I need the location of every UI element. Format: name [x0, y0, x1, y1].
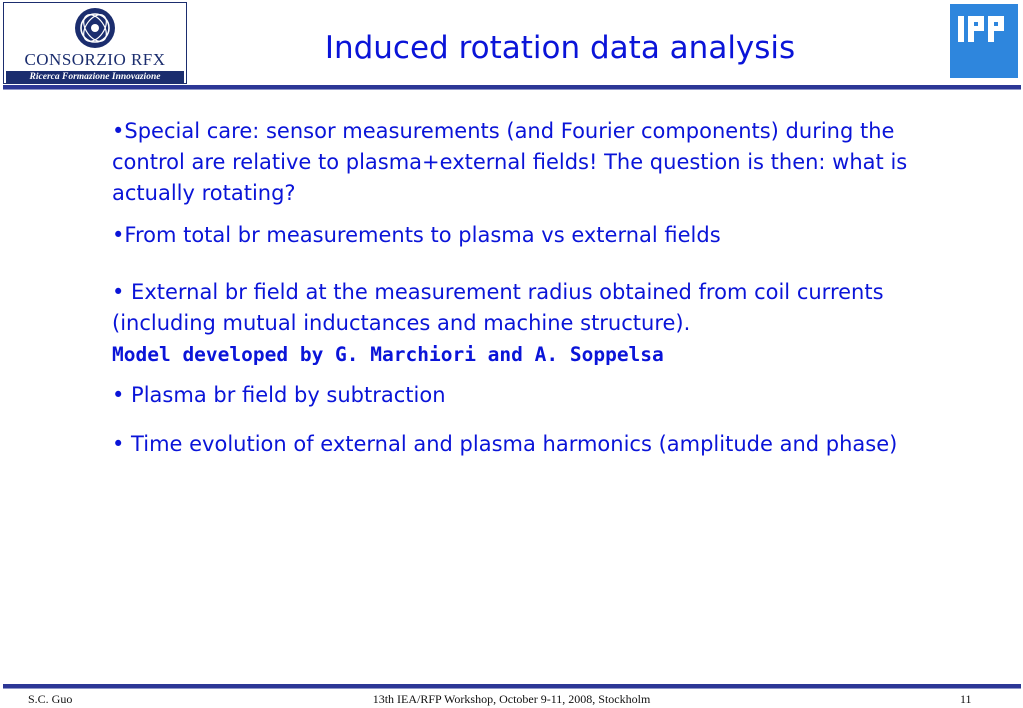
ipp-logo-icon: [950, 4, 1018, 78]
bullet-time-evolution: • Time evolution of external and plasma harmonics (amplitude and phase): [112, 432, 898, 456]
footer-event: 13th IEA/RFP Workshop, October 9-11, 2008, Stockholm: [372, 692, 651, 706]
header-divider: [3, 85, 1021, 90]
bullet-special-care: •Special care: sensor measurements (and Fourier components) during the control are relative to plasma+external fields! The question is then: what is actually rotating?: [112, 119, 908, 205]
bullet-total-br: •From total br measurements to plasma vs external fields: [112, 223, 721, 247]
footer-author: S.C. Guo: [28, 692, 73, 706]
slide-title: Induced rotation data analysis: [324, 30, 796, 66]
logo-tagline: Ricerca Formazione Innovazione: [6, 71, 184, 83]
bullet-plasma-subtraction: • Plasma br field by subtraction: [112, 383, 446, 407]
consorzio-rfx-logo: [3, 2, 187, 84]
model-credit: Model developed by G. Marchiori and A. Soppelsa: [112, 343, 664, 366]
logo-name: CONSORZIO RFX: [24, 50, 166, 69]
consorzio-emblem-icon: [66, 6, 124, 50]
ipp-logo: [950, 4, 1018, 78]
footer-divider: [3, 684, 1021, 689]
footer-page-number: 11: [960, 692, 972, 706]
bullet-external-field: [112, 277, 922, 370]
bullet-external-field-text: • External br field at the measurement radius obtained from coil currents (including mutual inductances and machine structure).: [112, 280, 884, 335]
slide-body: [112, 116, 922, 469]
